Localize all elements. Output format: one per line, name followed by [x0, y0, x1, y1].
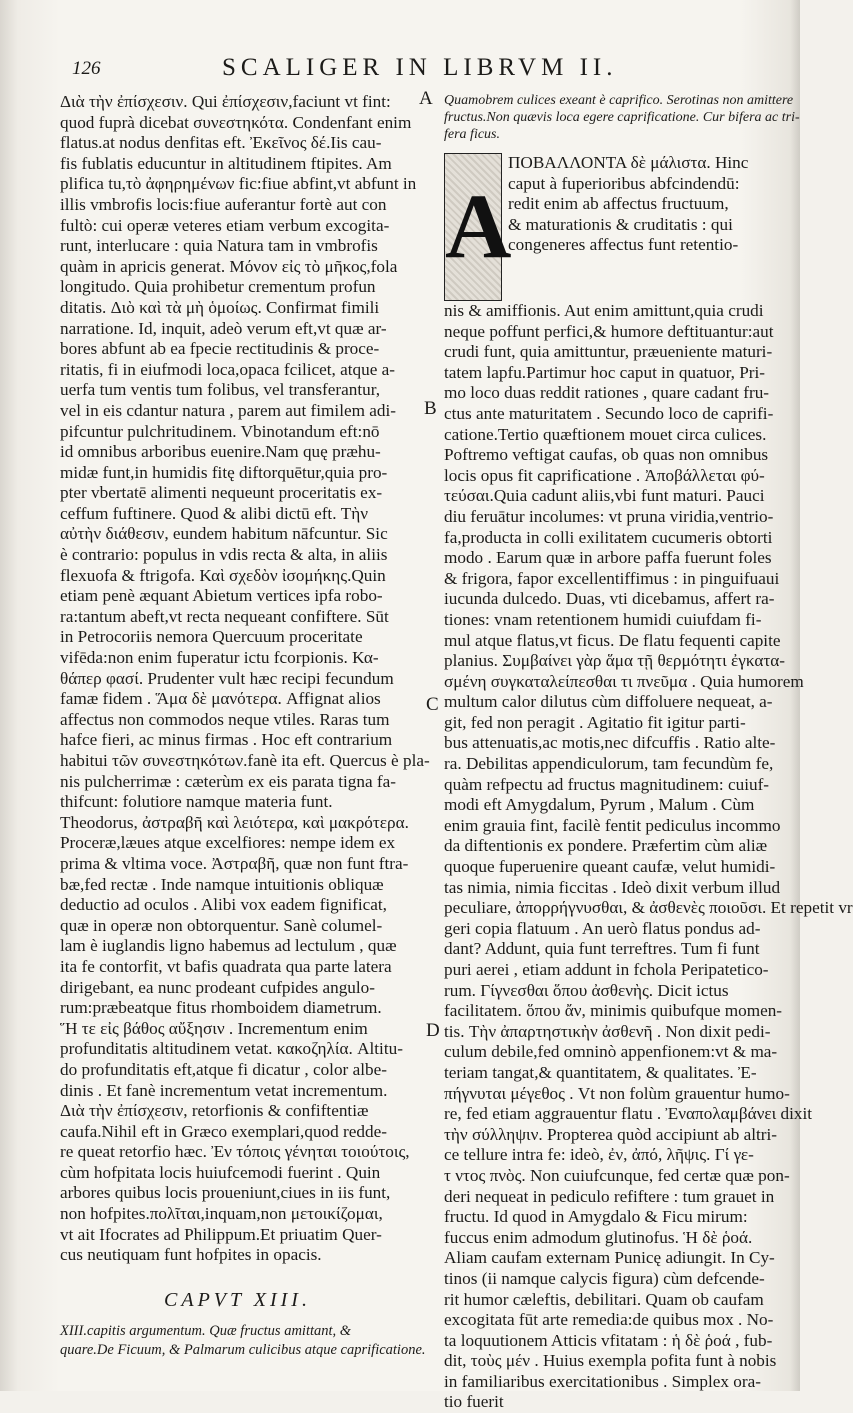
text-line: habitui τῶν συνεστηκότων.fanè ita eft. Quercus è pla-	[60, 751, 430, 770]
text-line: fa,producta in colli exilitatem cucumeris obtorti	[444, 527, 773, 547]
text-line: re queat retorfio hæc. Ἐν τόποις γένηται τοιούτοις,	[60, 1142, 410, 1162]
chapter-margin-header	[444, 92, 800, 143]
text-line: ita fe contorfit, vt bafis quadrata qua parte latera	[60, 956, 392, 976]
text-line: dirigebant, ea nunc prodeant cufpides angulo-	[60, 977, 375, 997]
text-line: fructu. Id quod in Amygdalo & Ficu mirum:	[444, 1207, 748, 1227]
text-line: fultò: cui operæ veteres etiam verbum excogita-	[60, 215, 390, 235]
initial-text-line: congeneres affectus funt retentio-	[508, 235, 739, 255]
text-line: modo . Earum quæ in arbore paffa fuerunt foles	[444, 548, 772, 568]
text-line: narratione. Id, inquit, adeò verum eft,vt quæ ar-	[60, 318, 387, 338]
text-line: profunditatis altitudinem vetat. κακοζηλία. Altitu-	[60, 1039, 403, 1059]
text-line: flexuofa & ftrigofa. Καὶ σχεδὸν ἰσομήκης.Quin	[60, 565, 386, 585]
text-line: mul atque flatus,vt ficus. De flatu fequenti capite	[444, 630, 781, 650]
text-line: excogitata fūt arte remedia:de quibus mox . No-	[444, 1310, 774, 1330]
text-line: nis & amiffionis. Aut enim amittunt,quia crudi	[444, 301, 764, 320]
text-line: tiones: vnam retentionem humidi cuiufdam fi-	[444, 609, 762, 629]
text-line: θάπερ φασί. Prudenter vult hæc recipi fecundum	[60, 668, 394, 688]
text-line: quod fuprà dicebat συνεστηκότα. Condenfant enim	[60, 112, 412, 132]
text-line: mo loco duas reddit rationes , quare cadant fru-	[444, 383, 770, 403]
text-line: id omnibus arboribus euenire.Nam quę præhu-	[60, 442, 381, 462]
text-line: ce tellure intra fe: ideò, ἐν, ἀπό, λῆψις. Γί γε-	[444, 1145, 754, 1165]
text-line: quàm in apricis generat. Μόνον εἰς τὸ μῆκος,fola	[60, 256, 398, 276]
initial-text-line: redit enim ab affectus fructuum,	[508, 194, 729, 214]
text-line: rit humor cæleftis, debilitari. Quam ob caufam	[444, 1289, 764, 1309]
page-number: 126	[72, 58, 101, 79]
margin-header-line: fera ficus.	[444, 127, 500, 142]
initial-text-line: caput à fuperioribus abfcindendū:	[508, 173, 740, 193]
text-line: Διὰ τὴν ἐπίσχεσιν. Qui ἐπίσχεσιν,faciunt vt fint:	[60, 92, 391, 111]
text-line: bæ,fed rectæ . Inde namque intuitionis obliquæ	[60, 874, 384, 894]
text-line: longitudo. Quia prohibetur crementum profun	[60, 277, 376, 297]
text-line: τ ντος πνὸς. Non cuiufcunque, fed certæ quæ pon-	[444, 1165, 790, 1185]
text-line: vel in eis cdantur natura , parem aut fimilem adi-	[60, 400, 396, 420]
text-line: in Petrocoriis nemora Quercuum proceritate	[60, 627, 363, 647]
text-line: ritatis, fi in eiufmodi loca,opaca fcilicet, atque a-	[60, 359, 396, 379]
initial-letter: A	[445, 175, 512, 277]
text-line: rum. Γίγνεσθαι ὅπου ἀσθενὴς. Dicit ictus	[444, 980, 729, 1000]
section-marker-a: A	[419, 88, 433, 109]
text-line: dant? Addunt, quia funt terreftres. Tum fi funt	[444, 939, 760, 959]
text-line: plifica tu,τὸ ἀφηρημένων fic:fiue abfint,vt abfunt in	[60, 174, 417, 194]
text-line: puri aerei , etiam addunt in fchola Peripatetico-	[444, 960, 769, 979]
text-line: multum calor dilutus cùm diffoluere nequeat, a-	[444, 692, 773, 712]
text-line: deductio ad oculos . Alibi vox eadem fignificat,	[60, 895, 387, 915]
text-line: enim grauia fint, facilè fentit pediculus incommo	[444, 815, 781, 835]
text-line: caufa.Nihil eft in Græco exemplari,quod redde-	[60, 1121, 387, 1141]
text-line: tas nimia, nimia ficcitas . Ideò dixit verbum illud	[444, 877, 781, 897]
margin-header-line: fructus.Non quævis loca egere caprificatione. Cur bifera ac tri-	[444, 110, 800, 125]
text-line: cùm hofpitata locis huiufcemodi fuerint . Quin	[60, 1162, 381, 1182]
text-line: arbores quibus locis proueniunt,ciues in iis funt,	[60, 1183, 391, 1203]
text-line: prima & vltima voce. Ἀστραβῆ, quæ non funt ftra-	[60, 853, 409, 873]
text-line: Διὰ τὴν ἐπίσχεσιν, retorfionis & confiftentiæ	[60, 1101, 369, 1121]
text-line: geri copia flatuum . An uerò flatus pondus ad-	[444, 918, 761, 938]
text-line: neque poffunt perfici,& humore deftituantur:aut	[444, 321, 774, 341]
text-line: ra:tantum abeft,vt recta nequeant confiftere. Sūt	[60, 606, 389, 626]
text-line: Aliam caufam externam Punicę adiungit. In Cy-	[444, 1248, 775, 1268]
text-line: deri nequeat in pediculo refiftere : tum grauet in	[444, 1186, 775, 1206]
initial-block	[444, 153, 770, 301]
section-marker-b: B	[424, 398, 437, 419]
right-column-text	[444, 301, 853, 1413]
text-line: peculiare, ἀπορρήγνυσθαι, & ἀσθενὲς ποιοῦσι. Et repetit vr	[444, 898, 853, 918]
text-line: flatus.at nodus denfitas eft. Ἐκεῖνος δέ.Iis cau-	[60, 133, 382, 153]
text-line: ta loquutionem Atticis vfitatam : ἡ δὲ ῥοά , fub-	[444, 1330, 773, 1350]
text-line: iucunda dulcedo. Duas, vti dicebamus, affert ra-	[444, 589, 775, 609]
initial-text-line: & maturationis & cruditatis : qui	[508, 214, 733, 234]
summary-line: XIII.capitis argumentum. Quæ fructus amittant, &	[60, 1322, 352, 1339]
section-marker-d: D	[426, 1020, 440, 1041]
initial-text	[508, 153, 770, 256]
page-header	[72, 54, 770, 84]
text-line: uerfa tum ventis tum folibus, vel transferantur,	[60, 380, 381, 400]
text-line: famæ fidem . Ἅμα δὲ μανότερα. Affignat alios	[60, 689, 381, 709]
text-line: cus neutiquam funt hofpites in opacis.	[60, 1245, 322, 1265]
text-line: in familiaribus exercitationibus . Simplex ora-	[444, 1371, 761, 1391]
text-line: culum debile,fed omninò appenfionem:vt & ma-	[444, 1042, 778, 1062]
text-line: midæ funt,in humidis fitę diftorquētur,quia pro-	[60, 462, 388, 482]
text-line: planius. Συμβαίνει γὰρ ἅμα τῇ θερμότητι ἐγκατα-	[444, 651, 785, 671]
text-line: crudi funt, quia amittuntur, præueniente maturi-	[444, 342, 773, 362]
text-line: bus attenuatis,ac motis,nec difcuffis . Ratio alte-	[444, 733, 776, 753]
text-line: affectus non commodos neque vtiles. Raras tum	[60, 709, 390, 729]
text-line: ditatis. Διὸ καὶ τὰ μὴ ὁμοίως. Confirmat fimili	[60, 297, 380, 317]
text-line: σμένη συγκαταλείπεσθαι τι πνεῦμα . Quia humorem	[444, 671, 804, 691]
text-line: quoque fuperuenire queant caufæ, velut humidi-	[444, 857, 776, 877]
text-line: dinis . Et fanè incrementum vetat incrementum.	[60, 1080, 388, 1100]
text-line: nis pulcherrimæ : cæterùm ex eis parata tigna fa-	[60, 771, 396, 791]
chapter-title: CAPVT XIII.	[164, 1288, 311, 1311]
text-line: fuccus enim admodum glutinofus. Ἡ δὲ ῥοά.	[444, 1227, 753, 1247]
text-line: bores abfunt ab ea fpecie rectitudinis & proce-	[60, 339, 380, 359]
text-line: pifcuntur pulchritudinem. Vbinotandum eft:nō	[60, 421, 380, 441]
text-line: πήγνυται μέγεθος . Vt non folùm grauentur humo-	[444, 1083, 790, 1103]
text-line: & frigora, fapor excellentiffimus : in pinguifuaui	[444, 568, 780, 588]
text-line: do profunditatis eft,atque fi dicatur , color albe-	[60, 1059, 387, 1079]
text-line: ceffum fuftinere. Quod & alibi dictū eft. Τὴν	[60, 503, 369, 523]
margin-header-line: Quamobrem culices exeant è caprifico. Serotinas non amittere	[444, 93, 794, 108]
text-line: tio fuerit	[444, 1392, 504, 1412]
text-line: ctus ante maturitatem . Secundo loco de caprifi-	[444, 403, 774, 423]
text-line: diu feruātur incolumes: vt pruna viridia,ventrio-	[444, 506, 774, 526]
text-line: fis fublatis educuntur in altitudinem ftipites. Am	[60, 153, 392, 173]
text-line: vifēda:non enim fuperatur ictu fcorpionis. Κα-	[60, 648, 379, 668]
right-column	[444, 92, 853, 1413]
section-marker-c: C	[426, 694, 439, 715]
text-line: τεύσαι.Quia cadunt aliis,vbi funt maturi. Pauci	[444, 486, 765, 506]
text-line: catione.Tertio quæftionem mouet circa culices.	[444, 424, 767, 444]
text-line: illis vmbrofis locis:fiue auferantur fortè aut con	[60, 194, 387, 214]
text-line: facilitatem. ὅπου ἄν, minimis quibufque momen-	[444, 1001, 783, 1021]
left-column	[60, 92, 430, 1360]
text-line: pter vbertatē alimenti nequeunt proceritatis ex-	[60, 483, 383, 503]
summary-line: quare.De Ficuum, & Palmarum culicibus atque caprificatione.	[60, 1341, 426, 1358]
text-line: τὴν σύλληψιν. Propterea quòd accipiunt ab altri-	[444, 1124, 778, 1144]
text-line: quæ in operæ non obtorquentur. Sanè columel-	[60, 915, 383, 935]
text-line: re, fed etiam aggrauentur flatu . Ἐναπολαμβάνει dixit	[444, 1104, 813, 1124]
text-line: modi eft Amygdalum, Pyrum , Malum . Cùm	[444, 795, 755, 815]
text-line: etiam penè æquant Abietum vertices ipfa robo-	[60, 586, 383, 606]
left-column-text	[60, 92, 430, 1266]
chapter-summary	[60, 1322, 426, 1360]
text-line: da diftentionis ex pondere. Præfertim cùm aliæ	[444, 836, 768, 856]
text-line: tatem lapfu.Partimur hoc caput in quatuor, Pri-	[444, 362, 766, 382]
text-line: Proceræ,læues atque excelfiores: nempe idem ex	[60, 833, 396, 853]
initial-text-line: ΠΟΒΑΛΛΟΝΤΑ δὲ μάλιστα. Hinc	[508, 153, 749, 172]
text-line: git, fed non peragit . Agitatio fit igitur parti-	[444, 712, 746, 732]
text-line: lam è iuglandis ligno habemus ad lectulum , quæ	[60, 936, 397, 956]
decorated-initial	[444, 153, 512, 301]
text-line: tis. Τὴν ἀπαρτηστικὴν ἀσθενῆ . Non dixit pedi-	[444, 1021, 771, 1041]
text-line: non hofpites.πολῖται,inquam,non μετοικίζομαι,	[60, 1204, 383, 1224]
text-line: dit, τοὺς μέν . Huius exempla pofita funt à nobis	[444, 1351, 777, 1371]
text-line: teriam tangat,& quantitatem, & qualitates. Ἐ-	[444, 1062, 757, 1082]
text-line: vt ait Ifocrates ad Philippum.Et priuatim Quer-	[60, 1224, 382, 1244]
text-line: quàm refpectu ad fructus magnitudinem: cuiuf-	[444, 774, 770, 794]
text-line: Ἥ τε εἰς βάθος αὔξησιν . Incrementum enim	[60, 1018, 368, 1038]
text-line: hafce fieri, ac minus firmas . Hoc eft contrarium	[60, 730, 393, 750]
text-line: tinos (ii namque calycis figura) cùm defcende-	[444, 1268, 765, 1288]
running-title: SCALIGER IN LIBRVM II.	[222, 54, 618, 81]
text-line: Poftremo veftigat caufas, ob quas non omnibus	[444, 445, 769, 465]
text-line: locis opus fit caprificatione . Ἀποβάλλεται φύ-	[444, 465, 765, 485]
text-line: ra. Debilitas appendiculorum, tam fecundùm fe,	[444, 754, 774, 774]
text-line: thifcunt: folutiore namque materia funt.	[60, 792, 333, 812]
text-line: rum:præbeatque fitus rhomboidem diametrum.	[60, 998, 382, 1018]
text-line: αὐτὴν διάθεσιν, eundem habitum nāfcuntur. Sic	[60, 524, 388, 544]
text-line: è contrario: populus in vdis recta & alta, in aliis	[60, 545, 388, 565]
text-line: Theodorus, ἀστραβῆ καὶ λειότερα, καὶ μακρότερα.	[60, 812, 409, 832]
text-line: runt, interlucare : quia Natura tam in vmbrofis	[60, 236, 378, 256]
